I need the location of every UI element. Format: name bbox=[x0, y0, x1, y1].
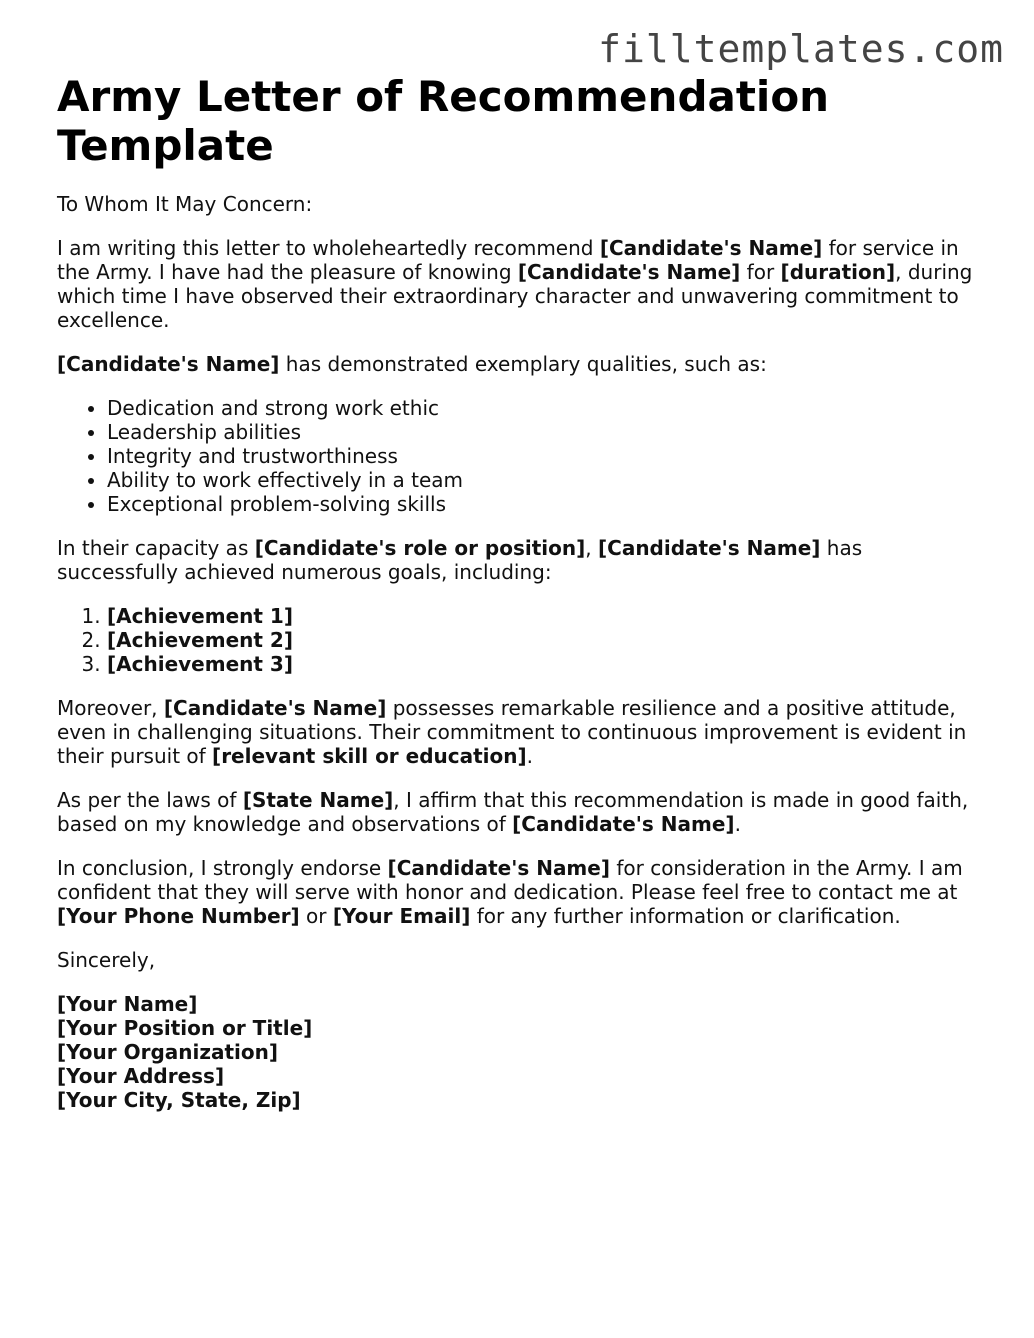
placeholder-candidate-name: [Candidate's Name] bbox=[387, 856, 610, 880]
placeholder-candidate-name: [Candidate's Name] bbox=[517, 260, 741, 284]
list-item: • Exceptional problem-solving skills bbox=[107, 492, 987, 516]
placeholder-role: [Candidate's role or position] bbox=[254, 536, 586, 560]
list-item: • Dedication and strong work ethic bbox=[107, 396, 987, 420]
salutation: To Whom It May Concern: bbox=[57, 192, 313, 216]
placeholder-phone: [Your Phone Number] bbox=[57, 904, 300, 928]
intro-paragraph: I am writing this letter to wholeheartedly recommend [Candidate's Name] for service in the Army. I have had the pleasure of knowing [Candidate's Name] for [duration], during which time I have observed their extraordinary character and unwavering commitment to excellence. bbox=[57, 236, 973, 332]
signature-line: [Your Name] bbox=[57, 992, 198, 1016]
qualities-list bbox=[57, 396, 987, 516]
resilience-paragraph: Moreover, [Candidate's Name] possesses remarkable resilience and a positive attitude, even in challenging situations. Their commitment to continuous improvement is evident in their pursuit of [relevant skill or education]. bbox=[57, 696, 967, 768]
watermark: filltemplates.com bbox=[598, 27, 1004, 71]
list-item: • Ability to work effectively in a team bbox=[107, 468, 987, 492]
placeholder-skill: [relevant skill or education] bbox=[212, 744, 527, 768]
placeholder-candidate-name: [Candidate's Name] bbox=[163, 696, 387, 720]
placeholder-duration: [duration] bbox=[780, 260, 896, 284]
placeholder-email: [Your Email] bbox=[332, 904, 471, 928]
list-item: 1. [Achievement 1] bbox=[107, 604, 987, 628]
signature-line: [Your Address] bbox=[57, 1064, 225, 1088]
list-item: 3. [Achievement 3] bbox=[107, 652, 987, 676]
placeholder-candidate-name: [Candidate's Name] bbox=[599, 236, 823, 260]
affirmation-paragraph: As per the laws of [State Name], I affirm that this recommendation is made in good faith, based on my knowledge and observations of [Candidate's Name]. bbox=[57, 788, 969, 836]
signature-block bbox=[57, 992, 987, 1112]
qualities-intro: [Candidate's Name] has demonstrated exemplary qualities, such as: bbox=[57, 352, 767, 376]
placeholder-state: [State Name] bbox=[242, 788, 394, 812]
conclusion-paragraph: In conclusion, I strongly endorse [Candidate's Name] for consideration in the Army. I am confident that they will serve with honor and dedication. Please feel free to contact me at [Your Phone Number] or [Your Email] for any further information or clarification. bbox=[57, 856, 963, 928]
list-item: • Leadership abilities bbox=[107, 420, 987, 444]
achievements-list bbox=[57, 604, 987, 676]
signature-line: [Your City, State, Zip] bbox=[57, 1088, 301, 1112]
list-item: 2. [Achievement 2] bbox=[107, 628, 987, 652]
letter-document bbox=[57, 72, 987, 1112]
signature-line: [Your Position or Title] bbox=[57, 1016, 313, 1040]
role-paragraph: In their capacity as [Candidate's role or position], [Candidate's Name] has successfully achieved numerous goals, including: bbox=[57, 536, 863, 584]
placeholder-candidate-name: [Candidate's Name] bbox=[57, 352, 280, 376]
placeholder-candidate-name: [Candidate's Name] bbox=[598, 536, 821, 560]
signature-line: [Your Organization] bbox=[57, 1040, 279, 1064]
closing: Sincerely, bbox=[57, 948, 156, 972]
list-item: • Integrity and trustworthiness bbox=[107, 444, 987, 468]
page-title: Army Letter of Recommendation Template bbox=[57, 72, 830, 170]
placeholder-candidate-name: [Candidate's Name] bbox=[512, 812, 735, 836]
